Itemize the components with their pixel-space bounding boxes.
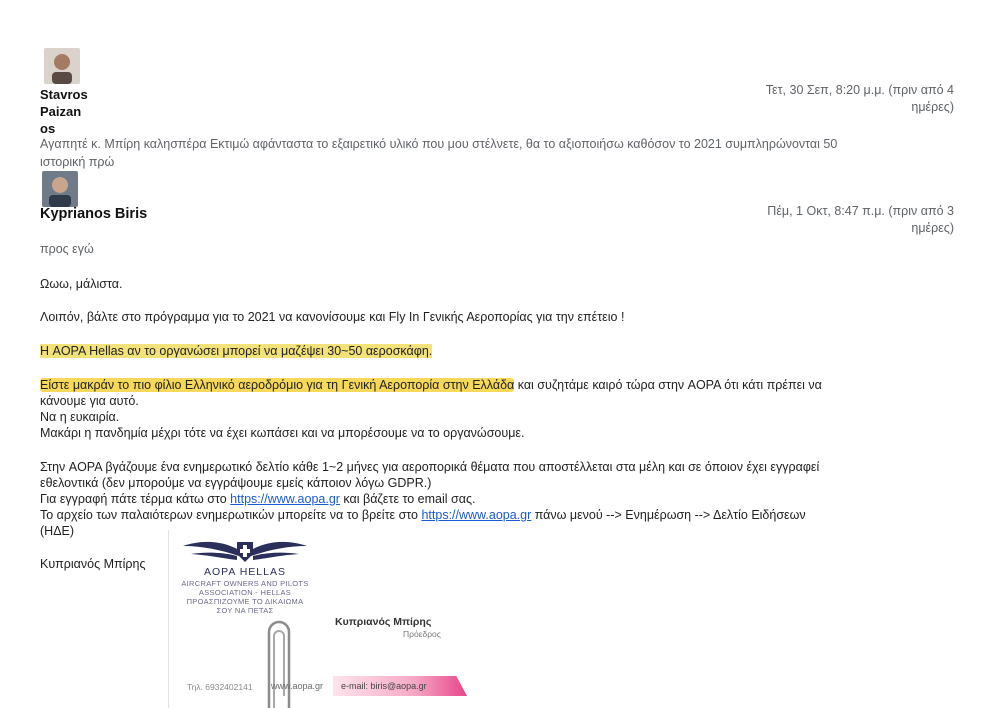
date-line: ημέρες) xyxy=(911,100,954,114)
card-email: e-mail: biris@aopa.gr xyxy=(341,681,427,691)
message-date xyxy=(654,82,954,116)
date-line: Πέμ, 1 Οκτ, 8:47 π.μ. (πριν από 3 xyxy=(767,204,954,218)
date-line: ημέρες) xyxy=(911,221,954,235)
highlighted-text: Είστε μακράν το πιο φίλιο Ελληνικό αεροδρόμιο για τη Γενική Αεροπορία στην Ελλάδα xyxy=(40,378,515,392)
signature: Κυπριανός Μπίρης xyxy=(40,557,146,571)
date-line: Τετ, 30 Σεπ, 8:20 μ.μ. (πριν από 4 xyxy=(765,83,954,97)
snippet-line: ιστορική πρώ xyxy=(40,155,115,169)
card-brand: AOPA HELLAS xyxy=(203,566,286,578)
aopa-logo-icon xyxy=(181,536,309,566)
aopa-link[interactable]: https://www.aopa.gr xyxy=(421,508,532,522)
body-paragraph xyxy=(40,343,970,359)
highlighted-text: Η AOPA Hellas αν το οργανώσει μπορεί να μαζέψει 30~50 αεροσκάφη. xyxy=(40,344,433,358)
recipient-line[interactable]: προς εγώ xyxy=(40,242,94,256)
aopa-link[interactable]: https://www.aopa.gr xyxy=(230,492,340,506)
body-text: πάνω μενού --> Ενημέρωση --> Δελτίο Ειδήσεων xyxy=(531,508,806,522)
body-line: Στην AOPA βγάζουμε ένα ενημερωτικό δελτίο κάθε 1~2 μήνες για αεροπορικά θέματα που αποστέλλεται στα μέλη και σε όποιον έχει εγγραφεί xyxy=(40,460,820,474)
body-text: Για εγγραφή πάτε τέρμα κάτω στο xyxy=(40,492,231,506)
card-website: www.aopa.gr xyxy=(271,681,324,691)
sender-avatar xyxy=(44,48,80,84)
body-text: και συζητάμε καιρό τώρα στην AOPA ότι κάτι πρέπει να xyxy=(514,378,822,392)
message-snippet[interactable] xyxy=(40,135,970,171)
sender-name xyxy=(40,86,88,137)
body-line xyxy=(40,491,970,507)
card-name: Κυπριανός Μπίρης xyxy=(335,616,432,628)
sender-name-line: Paizan xyxy=(40,104,82,119)
body-paragraph: Λοιπόν, βάλτε στο πρόγραμμα για το 2021 να κανονίσουμε και Fly In Γενικής Αεροπορίας για την επέτειο ! xyxy=(40,310,625,324)
card-tagline-line: ASSOCIATION - HELLAS xyxy=(198,588,292,597)
card-tagline-line: ΣΟΥ ΝΑ ΠΕΤΑΣ xyxy=(216,606,274,615)
message-date xyxy=(654,203,954,237)
body-line: Να η ευκαιρία. xyxy=(40,410,120,424)
body-line: κάνουμε για αυτό. xyxy=(40,394,139,408)
paper-clip-icon xyxy=(261,616,297,708)
message-body xyxy=(40,276,970,539)
body-text: Το αρχείο των παλαιότερων ενημερωτικών μπορείτε να το βρείτε στο xyxy=(40,508,422,522)
sender-avatar xyxy=(42,171,78,207)
card-title: Πρόεδρος xyxy=(403,629,441,639)
card-tagline-line: AIRCRAFT OWNERS AND PILOTS xyxy=(181,579,309,588)
body-paragraph xyxy=(40,377,970,441)
card-tagline xyxy=(169,579,321,615)
sender-name-line: os xyxy=(40,121,56,136)
business-card xyxy=(168,530,469,708)
body-line: (ΗΔΕ) xyxy=(40,524,75,538)
snippet-line: Αγαπητέ κ. Μπίρη καλησπέρα Εκτιμώ αφάνταστα το εξαιρετικό υλικό που μου στέλνετε, θα το αξιοποιήσω καθόσον το 2021 συμπληρώνονται 50 xyxy=(40,137,838,151)
sender-name: Kyprianos Biris xyxy=(40,206,148,222)
body-text: και βάζετε το email σας. xyxy=(339,492,476,506)
greeting: Ωωω, μάλιστα. xyxy=(40,277,123,291)
card-phone: Τηλ. 6932402141 xyxy=(187,682,253,692)
sender-name-line: Stavros xyxy=(40,87,88,102)
body-line: Μακάρι η πανδημία μέχρι τότε να έχει κωπάσει και να μπορέσουμε να το οργανώσουμε. xyxy=(40,426,525,440)
card-tagline-line: ΠΡΟΑΣΠΙΖΟΥΜΕ ΤΟ ΔΙΚΑΙΩΜΑ xyxy=(186,597,304,606)
body-line xyxy=(40,507,970,523)
body-paragraph xyxy=(40,459,970,539)
body-line: εθελοντικά (δεν μπορούμε να εγγράψουμε εμείς κάποιον λόγω GDPR.) xyxy=(40,476,432,490)
